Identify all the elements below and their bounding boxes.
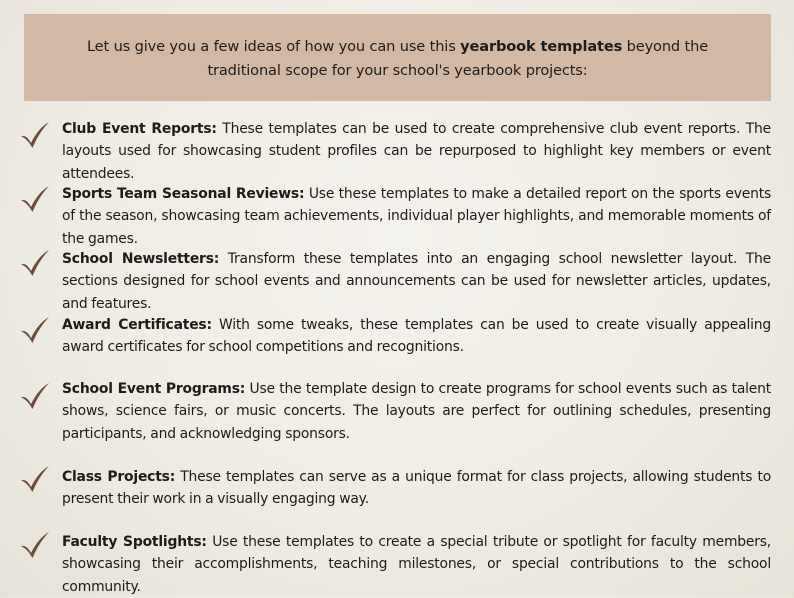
intro-text-end: beyond the traditional scope for your school's yearbook projects: xyxy=(207,38,709,79)
intro-text-start: Let us give you a few ideas of how you can use this xyxy=(86,38,461,55)
item-title: Class Projects: xyxy=(62,469,176,485)
list-item-club-event-reports xyxy=(62,118,771,185)
item-description: Use these templates to create a special tribute or spotlight for faculty members, showcasing their accomplishments, teaching milestones, or special contributions to the school community. xyxy=(62,534,772,595)
list-item-school-event-programs xyxy=(62,378,771,445)
item-title: Faculty Spotlights: xyxy=(62,534,207,550)
item-description: Use the template design to create programs for school events such as talent shows, science fairs, or music concerts. The layouts are perfect for outlining schedules, presenting participants, and acknowledging sponsors. xyxy=(62,381,771,442)
checkmark-icon xyxy=(19,464,51,494)
item-description: With some tweaks, these templates can be used to create visually appealing award certificates for school competitions and recognitions. xyxy=(62,317,771,356)
item-description: Transform these templates into an engaging school newsletter layout. The sections designed for school events and announcements can be used for newsletter articles, updates, and features. xyxy=(62,251,771,312)
checkmark-icon xyxy=(19,184,51,214)
checkmark-icon xyxy=(19,315,51,345)
item-description: Use these templates to make a detailed report on the sports events of the season, showcasing team achievements, individual player highlights, and memorable moments of the games. xyxy=(62,186,771,247)
list-item-faculty-spotlights xyxy=(62,531,771,598)
checkmark-icon xyxy=(19,381,51,411)
item-title: School Event Programs: xyxy=(62,381,246,397)
checkmark-icon xyxy=(19,530,51,560)
intro-highlight: yearbook templates xyxy=(460,38,623,55)
item-title: Sports Team Seasonal Reviews: xyxy=(62,186,305,202)
list-item-sports-team-seasonal-reviews xyxy=(62,183,771,250)
list-item-award-certificates xyxy=(62,314,771,359)
item-title: Club Event Reports: xyxy=(62,121,217,137)
checkmark-icon xyxy=(19,120,51,150)
checkmark-icon xyxy=(19,248,51,278)
item-description: These templates can be used to create comprehensive club event reports. The layouts used for showcasing student profiles can be repurposed to highlight key members or event attendees. xyxy=(62,121,771,182)
list-item-school-newsletters xyxy=(62,248,771,315)
item-title: School Newsletters: xyxy=(62,251,220,267)
item-title: Award Certificates: xyxy=(62,317,212,333)
item-description: These templates can serve as a unique format for class projects, allowing students to present their work in a visually engaging way. xyxy=(62,469,771,508)
list-item-class-projects xyxy=(62,466,771,511)
